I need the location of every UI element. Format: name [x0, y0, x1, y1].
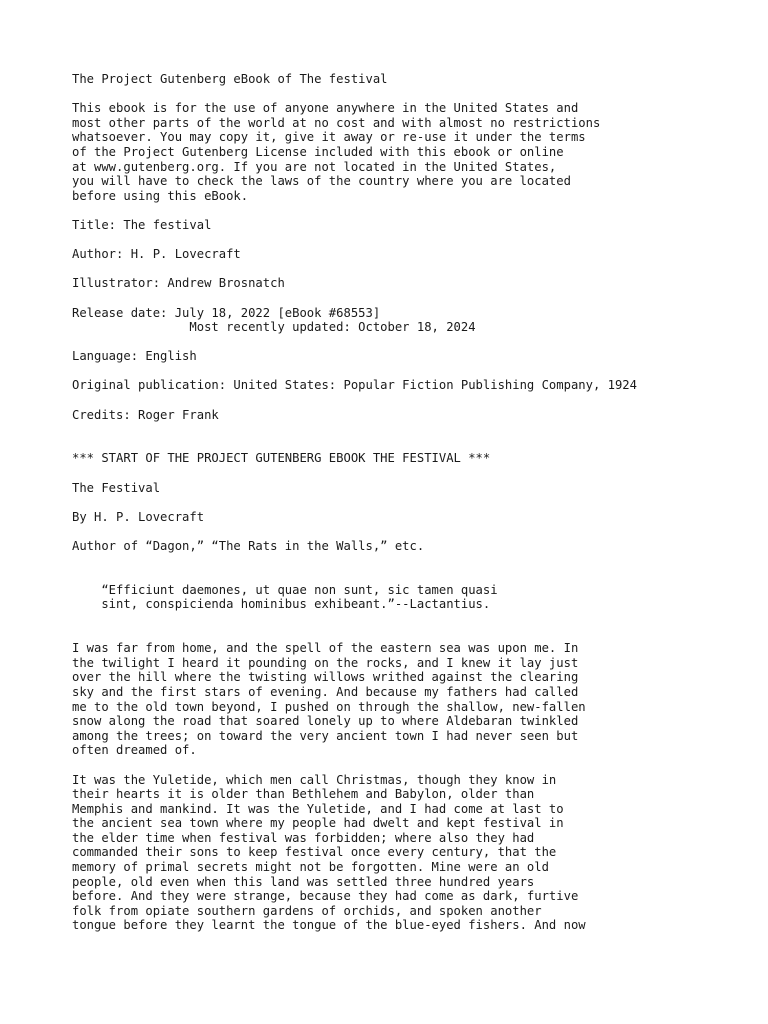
ebook-page: [72, 72, 752, 933]
meta-illustrator: Illustrator: Andrew Brosnatch: [72, 276, 285, 291]
story-paragraph: I was far from home, and the spell of the eastern sea was upon me. In the twilight I heard it pounding on the rocks, and I knew it lay just over the hill where the twisting willows writhed against the clearing sky and the first stars of evening. And because my fathers had called me to the old town beyond, I pushed on through the shallow, new-fallen snow along the road that soared lonely up to where Aldebaran twinkled among the trees; on toward the very ancient town I had never seen but often dreamed of.: [72, 641, 586, 758]
license-paragraph: This ebook is for the use of anyone anywhere in the United States and most other parts of the world at no cost and with almost no restrictions whatsoever. You may copy it, give it away or re-use it under the terms of the Project Gutenberg License included with this ebook or online at www.gutenberg.org. If you are not located in the United States, you will have to check the laws of the country where you are located before using this eBook.: [72, 101, 601, 203]
meta-language: Language: English: [72, 349, 197, 364]
epigraph: “Efficiunt daemones, ut quae non sunt, sic tamen quasi sint, conspicienda hominibus exhibeant.”--Lactantius.: [101, 582, 498, 612]
meta-author: Author: H. P. Lovecraft: [72, 247, 241, 262]
meta-release-date: Release date: July 18, 2022 [eBook #68553] Most recently updated: October 18, 2024: [72, 305, 476, 335]
ebook-title-line: The Project Gutenberg eBook of The festival: [72, 72, 388, 86]
story-paragraph: It was the Yuletide, which men call Christmas, though they know in their hearts it is older than Bethlehem and Babylon, older than Memphis and mankind. It was the Yuletide, and I had come at last to the ancient sea town where my people had dwelt and kept festival in the elder time when festival was forbidden; where also they had commanded their sons to keep festival once every century, that the memory of primal secrets might not be forgotten. Mine were an old people, old even when this land was settled three hundred years before. And they were strange, because they had come as dark, furtive folk from opiate southern gardens of orchids, and spoken another tongue before they learnt the tongue of the blue-eyed fishers. And now: [72, 772, 586, 933]
story-author-of: Author of “Dagon,” “The Rats in the Walls,” etc.: [72, 539, 425, 553]
meta-title: Title: The festival: [72, 217, 212, 232]
meta-original-publication: Original publication: United States: Popular Fiction Publishing Company, 1924: [72, 378, 637, 393]
story-byline: By H. P. Lovecraft: [72, 509, 205, 524]
start-marker: *** START OF THE PROJECT GUTENBERG EBOOK THE FESTIVAL ***: [72, 451, 491, 466]
story-title: The Festival: [72, 480, 161, 495]
meta-credits: Credits: Roger Frank: [72, 407, 219, 422]
